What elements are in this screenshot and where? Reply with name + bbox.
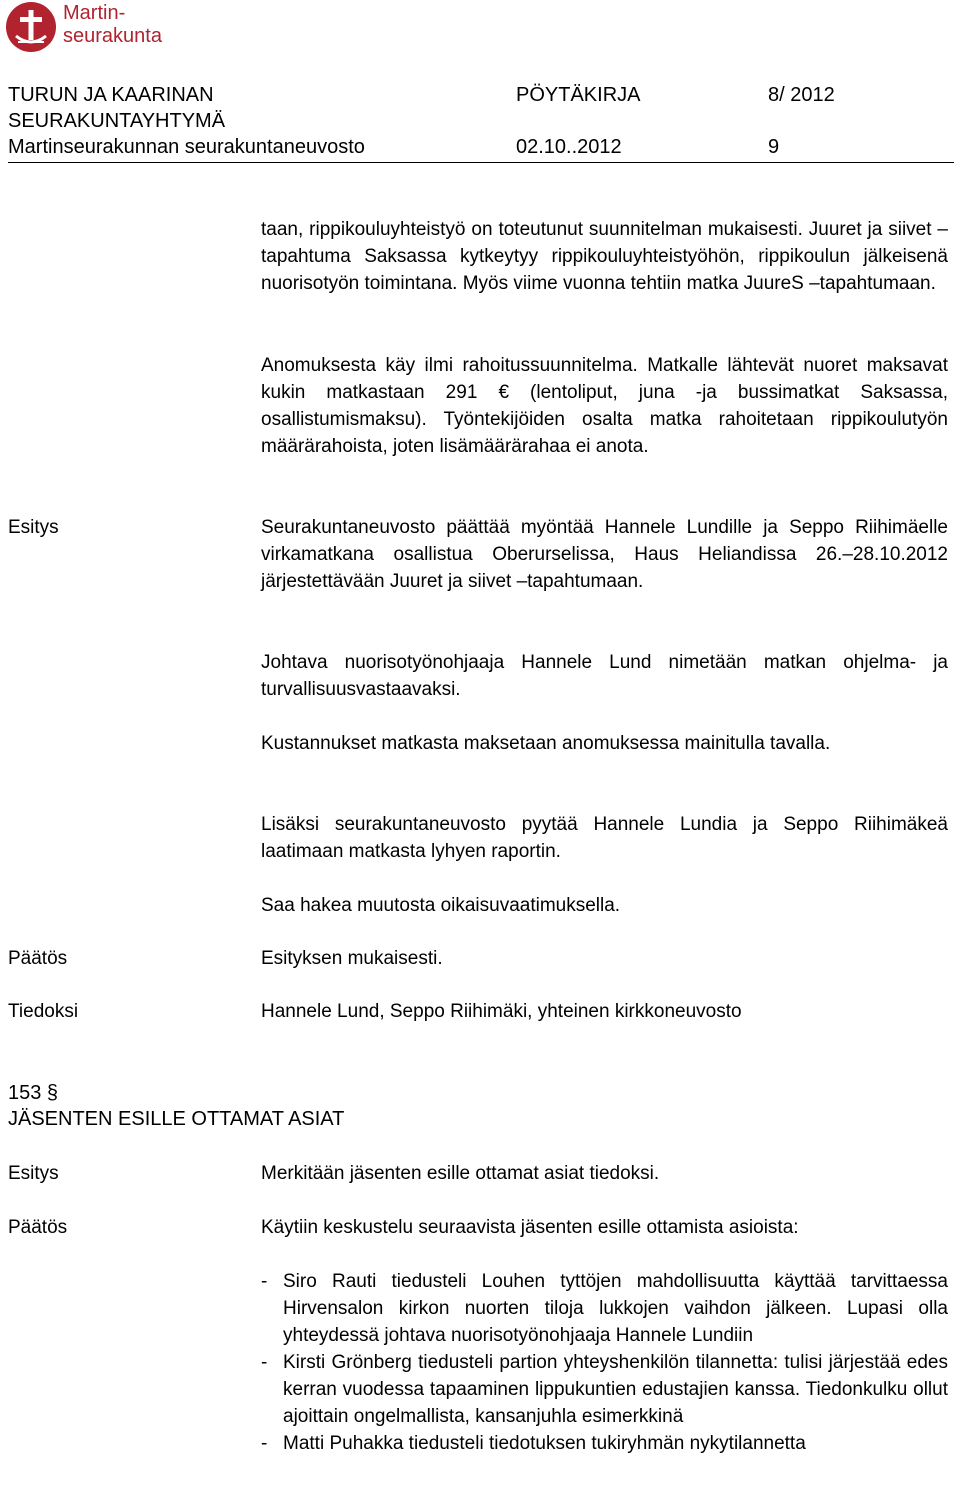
discussion-list: [261, 1268, 948, 1457]
list-item: [261, 1430, 948, 1457]
paragraph-6: Saa hakea muutosta oikaisuvaatimuksella.: [261, 895, 621, 916]
paatos-text-1: Esityksen mukaisesti.: [261, 948, 443, 969]
list-dash: -: [261, 1352, 268, 1373]
document-number: 8/ 2012: [768, 84, 835, 106]
esitys-text-2: Merkitään jäsenten esille ottamat asiat tiedoksi.: [261, 1163, 660, 1184]
section-number: 153 §: [8, 1082, 59, 1104]
page-number: 9: [768, 136, 780, 158]
logo-line-1: Martin-: [63, 2, 126, 24]
list-item: [261, 1349, 948, 1430]
header-row-3: [8, 134, 952, 160]
tiedoksi-text: Hannele Lund, Seppo Riihimäki, yhteinen kirkkoneuvosto: [261, 1001, 742, 1022]
paragraph-2: Anomuksesta käy ilmi rahoitussuunnitelma. Matkalle lähtevät nuoret maksavat kukin matkastaan 291 € (lentoliput, juna -ja bussimatkat Saksassa, osallistumismaksu). Työntekijöiden osalta matka rahoitetaan rippikoulutyön määrärahoista, joten lisämäärärahaa ei anota.: [261, 355, 948, 457]
council-name: Martinseurakunnan seurakuntaneuvosto: [8, 136, 365, 158]
logo-wordmark: [63, 2, 162, 48]
section-title: JÄSENTEN ESILLE OTTAMAT ASIAT: [8, 1108, 345, 1130]
list-item-text: Siro Rauti tiedusteli Louhen tyttöjen mahdollisuutta käyttää tarvittaessa Hirvensalon kirkon nuorten tiloja lukkojen vaihdon jälkeen. Lupasi olla yhteydessä johtava nuorisotyönohjaaja Hannele Lundiin: [283, 1271, 948, 1346]
paatos-text-2: Käytiin keskustelu seuraavista jäsenten esille ottamista asioista:: [261, 1217, 799, 1238]
header-divider: [8, 162, 954, 163]
document-header: [8, 82, 952, 160]
list-item-text: Kirsti Grönberg tiedusteli partion yhteyshenkilön tilannetta: tulisi järjestää edes kerran vuodessa tapaaminen lippukuntien edustajien kanssa. Tiedonkulku ollut ajoittain ongelmallista, kansanjuhla esimerkkinä: [283, 1352, 948, 1427]
document-type: PÖYTÄKIRJA: [516, 84, 641, 106]
logo-line-2: seurakunta: [63, 25, 162, 47]
church-emblem-icon: [6, 2, 56, 52]
paatos-label-2: Päätös: [8, 1217, 68, 1238]
esitys-label-2: Esitys: [8, 1163, 59, 1184]
organization-name: TURUN JA KAARINAN: [8, 84, 214, 106]
paragraph-3: Johtava nuorisotyönohjaaja Hannele Lund nimetään matkan ohjelma- ja turvallisuusvastaavaksi.: [261, 652, 948, 700]
header-row-2: [8, 108, 952, 134]
header-row-1: [8, 82, 952, 108]
logo: [6, 2, 266, 54]
paragraph-5: Lisäksi seurakuntaneuvosto pyytää Hannele Lundia ja Seppo Riihimäkeä laatimaan matkasta lyhyen raportin.: [261, 814, 948, 862]
paatos-label-1: Päätös: [8, 948, 68, 969]
esitys-label-1: Esitys: [8, 517, 59, 538]
meeting-date: 02.10..2012: [516, 136, 622, 158]
organization-name-2: SEURAKUNTAYHTYMÄ: [8, 110, 226, 132]
list-item: [261, 1268, 948, 1349]
list-dash: -: [261, 1433, 268, 1454]
paragraph-4: Kustannukset matkasta maksetaan anomuksessa mainitulla tavalla.: [261, 733, 831, 754]
list-item-text: Matti Puhakka tiedusteli tiedotuksen tukiryhmän nykytilannetta: [283, 1433, 806, 1454]
paragraph-1: taan, rippikouluyhteistyö on toteutunut suunnitelman mukaisesti. Juuret ja siivet –tapahtuma Saksassa kytkeytyy rippikouluyhteistyöhön, rippikoulun jälkeisenä nuorisotyön toimintana. Myös viime vuonna tehtiin matka JuureS –tapahtumaan.: [261, 219, 948, 294]
list-dash: -: [261, 1271, 268, 1292]
tiedoksi-label: Tiedoksi: [8, 1001, 79, 1022]
esitys-text-1: Seurakuntaneuvosto päättää myöntää Hannele Lundille ja Seppo Riihimäelle virkamatkana osallistua Oberurselissa, Haus Heliandissa 26.–28.10.2012 järjestettävään Juuret ja siivet –tapahtumaan.: [261, 517, 948, 592]
